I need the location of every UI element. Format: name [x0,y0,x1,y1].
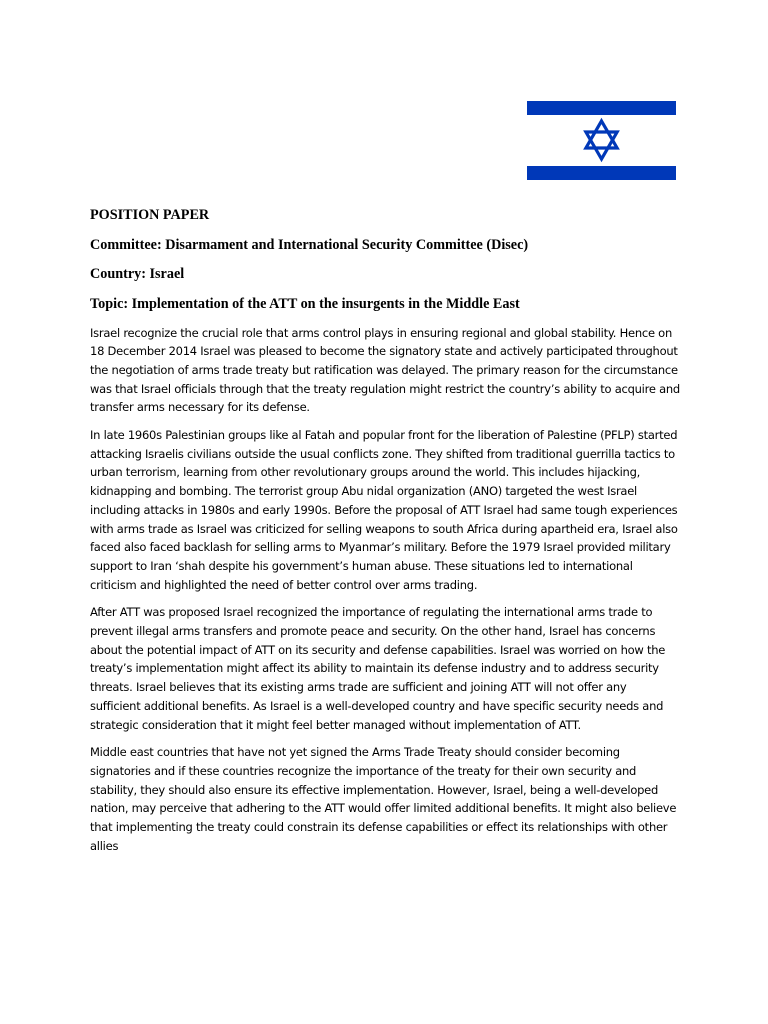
topic-heading: Topic: Implementation of the ATT on the insurgents in the Middle East [90,295,520,312]
document-body [90,205,680,864]
document-title: POSITION PAPER [90,207,210,223]
israel-flag-icon [527,101,676,180]
paragraph-2: In late 1960s Palestinian groups like al Fatah and popular front for the liberation of Palestine (PFLP) started attacking Israelis civilians outside the usual conflicts zone. They shifted from traditional guerrilla tactics to urban terrorism, learning from other revolutionary groups around the world. This includes hijacking, kidnapping and bombing. The terrorist group Abu nidal organization (ANO) targeted the west Israel including attacks in 1980s and early 1990s. Before the proposal of ATT Israel had same tough experiences with arms trade as Israel was criticized for selling weapons to south Africa during apartheid era, Israel also faced also faced backlash for selling arms to Myanmar’s military. Before the 1979 Israel provided military support to Iran ‘shah despite his government’s human abuse. These situations led to international criticism and highlighted the need of better control over arms trading. [90,428,678,592]
flag-bottom-stripe [527,166,676,180]
flag-top-stripe [527,101,676,115]
country-heading: Country: Israel [90,266,185,282]
paragraph-1: Israel recognize the crucial role that arms control plays in ensuring regional and global stability. Hence on 18 December 2014 Israel was pleased to become the signatory state and actively participated throughout the negotiation of arms trade treaty but ratification was delayed. The primary reason for the circumstance was that Israel officials through that the treaty regulation might restrict the country’s ability to acquire and transfer arms necessary for its defense. [90,325,680,415]
paragraph-3: After ATT was proposed Israel recognized the importance of regulating the international arms trade to prevent illegal arms transfers and promote peace and security. On the other hand, Israel has concerns about the potential impact of ATT on its security and defense capabilities. Israel was worried on how the treaty’s implementation might affect its ability to maintain its defense industry and to address security threats. Israel believes that its existing arms trade are sufficient and joining ATT will not offer any sufficient additional benefits. As Israel is a well-developed country and have specific security needs and strategic consideration that it might feel better managed without implementation of ATT. [90,605,666,732]
committee-heading: Committee: Disarmament and International Security Committee (Disec) [90,236,529,253]
paragraph-4: Middle east countries that have not yet signed the Arms Trade Treaty should consider becoming signatories and if these countries recognize the importance of the treaty for their own security and stability, they should also ensure its effective implementation. However, Israel, being a well-developed nation, may perceive that adhering to the ATT would offer limited additional benefits. It might also believe that implementing the treaty could constrain its defense capabilities or effect its relationships with other allies [90,745,677,853]
